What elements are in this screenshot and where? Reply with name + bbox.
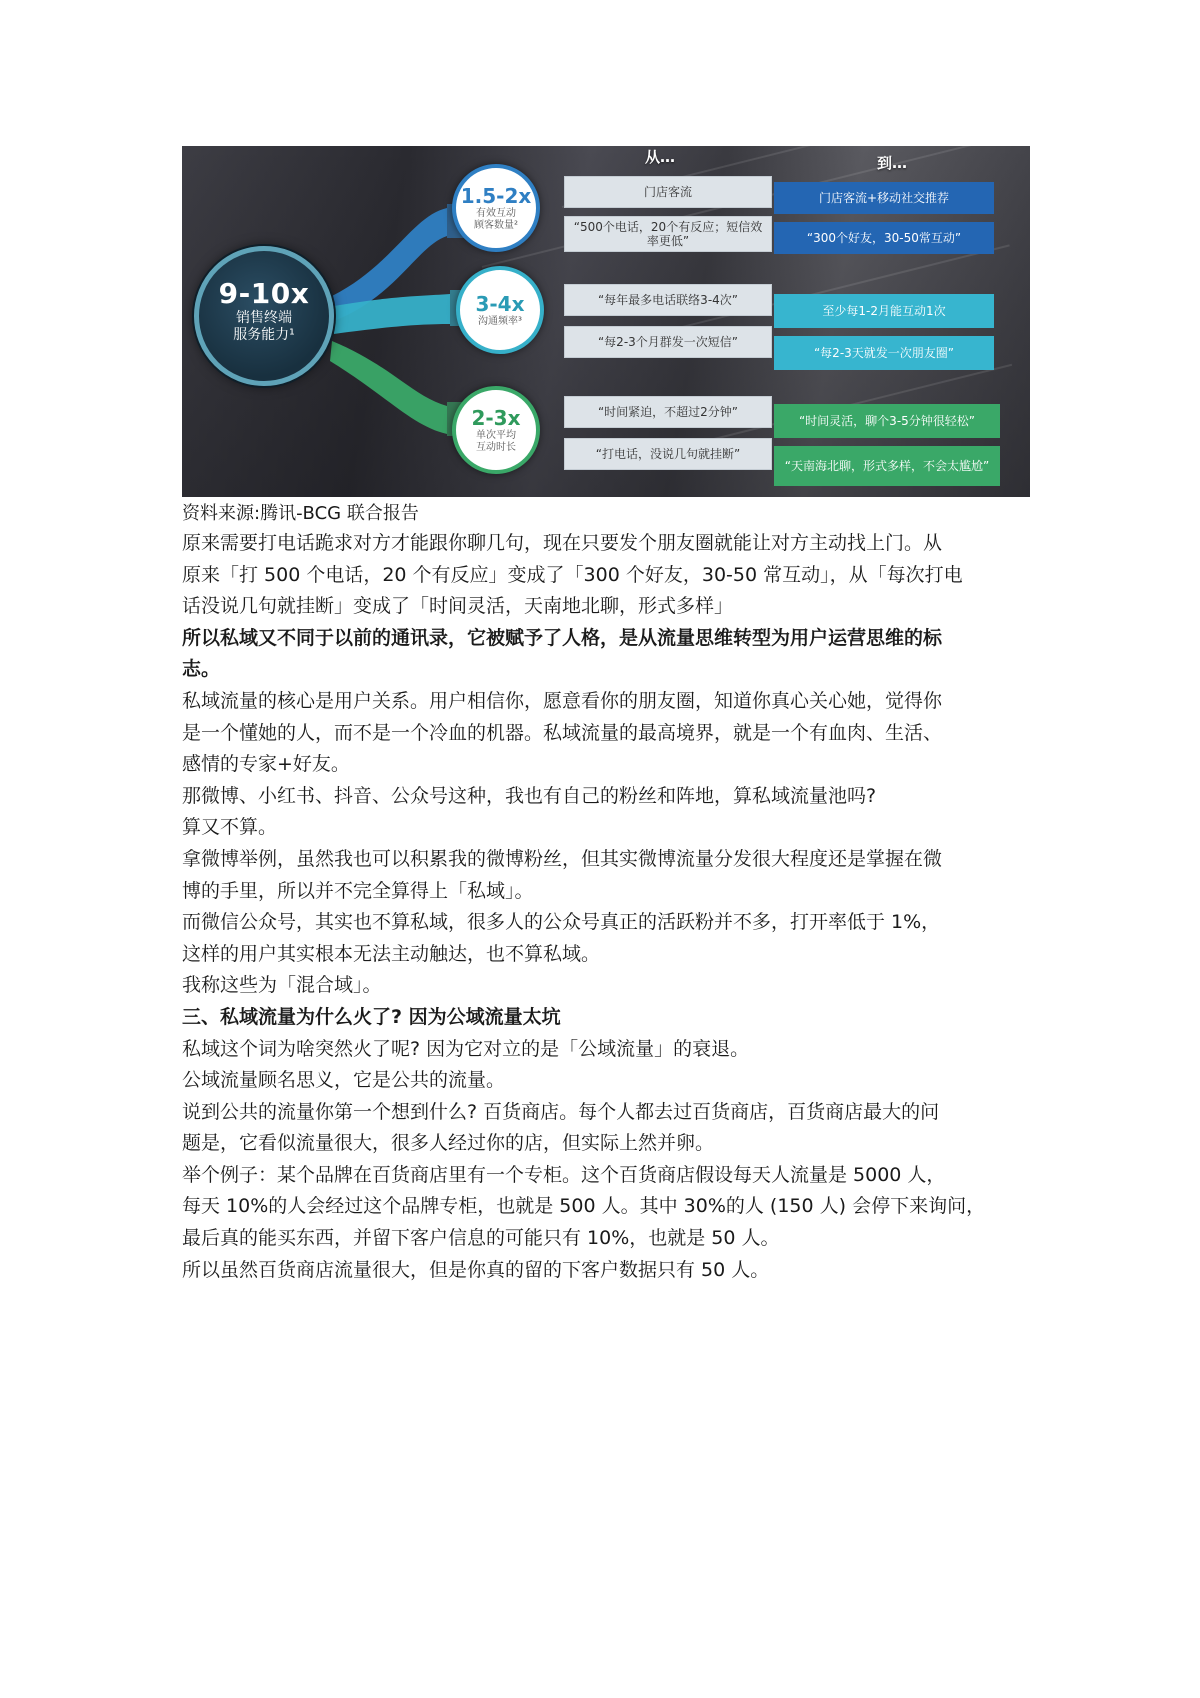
from-box: “每年最多电话联络3-4次”	[564, 284, 772, 316]
figure-caption: 资料来源:腾讯-BCG 联合报告	[182, 503, 419, 524]
paragraph	[182, 970, 1030, 1002]
text-line: 私域这个词为啥突然火了呢? 因为它对立的是「公域流量」的衰退。	[182, 1037, 750, 1060]
paragraph	[182, 1097, 1030, 1160]
paragraph	[182, 812, 1030, 844]
text-line: 这样的用户其实根本无法主动触达，也不算私域。	[182, 942, 601, 965]
text-line: 说到公共的流量你第一个想到什么? 百货商店。每个人都去过百货商店，百货商店最大的问	[182, 1100, 940, 1123]
metric-desc: 顾客数量²	[473, 220, 518, 231]
paragraph	[182, 1034, 1030, 1066]
metric-multiplier: 2-3x	[471, 406, 521, 430]
text-line: 题是，它看似流量很大，很多人经过你的店，但实际上然并卵。	[182, 1132, 715, 1155]
paragraph	[182, 686, 1030, 781]
text-line: 私域流量的核心是用户关系。用户相信你，愿意看你的朋友圈，知道你真心关心她，觉得你	[182, 689, 943, 712]
text-line: 算又不算。	[182, 816, 278, 839]
from-box: “500个电话，20个有反应；短信效率更低”	[564, 216, 772, 252]
ribbon-bottom	[330, 341, 447, 434]
body-text	[182, 528, 1030, 1286]
metric-node-duration	[452, 386, 540, 474]
to-box: “每2-3天就发一次朋友圈”	[774, 336, 994, 370]
from-column-header: 从…	[644, 148, 675, 166]
hub-multiplier: 9-10x	[218, 277, 310, 310]
metric-desc: 有效互动	[476, 208, 516, 219]
paragraph	[182, 1255, 1030, 1287]
to-box: “天南海北聊，形式多样，不会太尴尬”	[774, 446, 1000, 486]
metric-desc: 互动时长	[476, 442, 516, 453]
text-line: 所以虽然百货商店流量很大，但是你真的留的下客户数据只有 50 人。	[182, 1258, 770, 1281]
text-line: 话没说几句就挂断」变成了「时间灵活，天南地北聊，形式多样」	[182, 595, 734, 618]
metric-node-interactions	[452, 164, 540, 252]
text-line: 最后真的能买东西，并留下客户信息的可能只有 10%，也就是 50 人。	[182, 1227, 780, 1250]
text-line: 博的手里，所以并不完全算得上「私域」。	[182, 879, 534, 902]
paragraph	[182, 1002, 1030, 1034]
metric-desc: 沟通频率³	[477, 316, 522, 327]
paragraph	[182, 844, 1030, 907]
paragraph	[182, 907, 1030, 970]
comparison-figure	[182, 146, 1030, 497]
text-line: 拿微博举例，虽然我也可以积累我的微博粉丝，但其实微博流量分发很大程度还是掌握在微	[182, 847, 943, 870]
to-box: 门店客流+移动社交推荐	[774, 182, 994, 214]
from-box: “打电话，没说几句就挂断”	[564, 438, 772, 470]
text-line: 而微信公众号，其实也不算私域，很多人的公众号真正的活跃粉并不多，打开率低于 1%，	[182, 911, 941, 934]
text-line: 原来需要打电话跪求对方才能跟你聊几句，现在只要发个朋友圈就能让对方主动找上门。从	[182, 532, 943, 554]
paragraph	[182, 1160, 1030, 1255]
to-column-header: 到…	[876, 154, 907, 172]
paragraph	[182, 781, 1030, 813]
from-box: “每2-3个月群发一次短信”	[564, 326, 772, 358]
metric-multiplier: 3-4x	[475, 292, 525, 316]
text-line: 我称这些为「混合域」。	[182, 974, 382, 997]
from-box: 门店客流	[564, 176, 772, 208]
metric-node-frequency	[456, 266, 544, 354]
to-box: “300个好友，30-50常互动”	[774, 222, 994, 254]
bold-text-line: 所以私域又不同于以前的通讯录，它被赋予了人格，是从流量思维转型为用户运营思维的标	[182, 626, 943, 649]
text-line: 原来「打 500 个电话，20 个有反应」变成了「300 个好友，30-50 常互动」，从「每次打电	[182, 563, 963, 586]
text-line: 举个例子：某个品牌在百货商店里有一个专柜。这个百货商店假设每天人流量是 5000 人，	[182, 1163, 946, 1186]
metric-desc: 单次平均	[476, 430, 516, 441]
hub-circle	[194, 246, 334, 386]
text-line: 公域流量顾名思义，它是公共的流量。	[182, 1069, 506, 1092]
text-line: 是一个懂她的人，而不是一个冷血的机器。私域流量的最高境界，就是一个有血肉、生活、	[182, 721, 943, 744]
paragraph	[182, 623, 1030, 686]
text-line: 每天 10%的人会经过这个品牌专柜，也就是 500 人。其中 30%的人 (150 人) 会停下来询问，	[182, 1195, 986, 1218]
text-line: 那微博、小红书、抖音、公众号这种，我也有自己的粉丝和阵地，算私域流量池吗?	[182, 784, 877, 807]
metric-multiplier: 1.5-2x	[460, 184, 532, 208]
paragraph	[182, 1065, 1030, 1097]
caption	[182, 498, 1030, 530]
to-box: “时间灵活，聊个3-5分钟很轻松”	[774, 404, 1000, 438]
bold-text-line: 志。	[182, 658, 221, 681]
to-box: 至少每1-2月能互动1次	[774, 294, 994, 328]
bold-text-line: 三、私域流量为什么火了? 因为公域流量太坑	[182, 1005, 561, 1028]
paragraph	[182, 528, 1030, 623]
text-line: 感情的专家+好友。	[182, 753, 350, 776]
hub-label-line2: 服务能力¹	[233, 327, 295, 343]
from-box: “时间紧迫，不超过2分钟”	[564, 396, 772, 428]
hub-label-line1: 销售终端	[236, 310, 292, 326]
